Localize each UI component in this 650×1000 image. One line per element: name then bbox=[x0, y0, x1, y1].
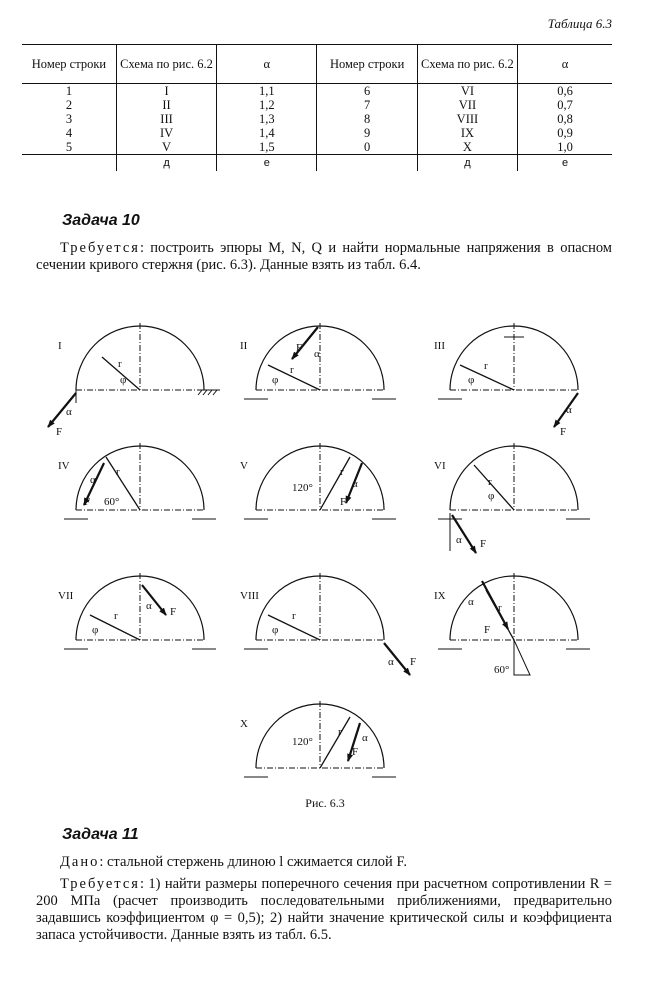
force-label: F bbox=[410, 656, 417, 668]
panel-8 bbox=[240, 573, 416, 675]
panel-label: IV bbox=[58, 460, 70, 472]
alpha-label: α bbox=[362, 732, 368, 744]
table-row bbox=[22, 126, 612, 140]
radius-label: r bbox=[290, 364, 294, 376]
table-row bbox=[22, 112, 612, 126]
force-label: F bbox=[560, 426, 567, 438]
header-row-number-2: Номер строки bbox=[317, 45, 417, 84]
alpha-label: α bbox=[468, 596, 474, 608]
force-arrow bbox=[48, 393, 76, 427]
table-cell: 9 bbox=[317, 126, 417, 140]
table-cell: 1,3 bbox=[217, 112, 317, 126]
force-label: F bbox=[296, 342, 303, 354]
radius-label: r bbox=[498, 602, 502, 614]
table-cell: 0 bbox=[317, 140, 417, 155]
table-cell: 1,1 bbox=[217, 84, 317, 99]
panel-label: VII bbox=[58, 590, 74, 602]
table-cell: VI bbox=[417, 84, 517, 99]
panel-7 bbox=[58, 573, 216, 649]
force-label: F bbox=[352, 746, 359, 758]
alpha-label: α bbox=[566, 404, 572, 416]
panel-10 bbox=[240, 701, 396, 777]
problem-11-given bbox=[36, 854, 612, 871]
panel-9 bbox=[434, 573, 590, 676]
radius-label: r bbox=[340, 466, 344, 478]
radius-line bbox=[320, 717, 350, 768]
problem-11-req-body: : 1) найти размеры поперечного сечения при расчетном сопротивлении R = 200 МПа (расчет производить последовательными приближениями, предварительно задавшись коэффициентом φ = 0,5); 2) найти значение критической силы и коэффициента запаса устойчивости. Данные взять из табл. 6.5. bbox=[36, 876, 612, 943]
table-cell: VIII bbox=[417, 112, 517, 126]
table-cell: II bbox=[116, 98, 216, 112]
problem-10-text bbox=[36, 240, 612, 274]
table-cell: 4 bbox=[65, 126, 73, 140]
table-cell: 1,0 bbox=[518, 140, 612, 155]
problem-10-lead: Требуется bbox=[60, 240, 140, 256]
table-cell: 1,4 bbox=[217, 126, 317, 140]
table-cell: 1,5 bbox=[217, 140, 317, 155]
force-label: F bbox=[84, 496, 91, 508]
table-footer-row bbox=[22, 155, 612, 172]
table-cell: 1 bbox=[65, 84, 73, 98]
table-cell: 0,7 bbox=[518, 98, 612, 112]
radius-label: r bbox=[338, 726, 342, 738]
alpha-label: α bbox=[66, 406, 72, 418]
radius-label: r bbox=[488, 476, 492, 488]
phi-label: φ bbox=[272, 624, 279, 636]
panel-1 bbox=[48, 323, 220, 438]
table-cell: 1,2 bbox=[217, 98, 317, 112]
problem-11-title: Задача 11 bbox=[62, 826, 139, 843]
panel-4 bbox=[58, 443, 216, 519]
table-cell: 7 bbox=[317, 98, 417, 112]
panel-6 bbox=[434, 443, 590, 553]
panel-5 bbox=[240, 443, 396, 519]
header-row-number-1: Номер строки bbox=[22, 45, 116, 84]
phi-label: φ bbox=[488, 490, 495, 502]
table-cell: 3 bbox=[65, 112, 73, 126]
angle-label: 60° bbox=[104, 496, 120, 508]
table-row bbox=[22, 98, 612, 112]
alpha-label: α bbox=[352, 478, 358, 490]
phi-label: φ bbox=[272, 374, 279, 386]
table-cell: 6 bbox=[317, 84, 417, 99]
radius-line bbox=[474, 465, 514, 510]
header-scheme-2: Схема по рис. 6.2 bbox=[417, 45, 517, 84]
header-alpha-2: α bbox=[518, 45, 612, 84]
angle-triangle bbox=[514, 640, 530, 675]
table-cell: V bbox=[116, 140, 216, 155]
force-label: F bbox=[340, 496, 347, 508]
table-cell: е bbox=[217, 155, 317, 172]
angle-label: 120° bbox=[292, 482, 313, 494]
table-cell: VII bbox=[417, 98, 517, 112]
panel-label: II bbox=[240, 340, 248, 352]
radius-label: r bbox=[118, 358, 122, 370]
table-cell: III bbox=[116, 112, 216, 126]
alpha-label: α bbox=[314, 348, 320, 360]
force-label: F bbox=[170, 606, 177, 618]
problem-10-title: Задача 10 bbox=[62, 212, 140, 229]
panel-label: VI bbox=[434, 460, 446, 472]
force-label: F bbox=[484, 624, 491, 636]
panel-label: X bbox=[240, 718, 248, 730]
panel-label: I bbox=[58, 340, 62, 352]
table-cell: д bbox=[116, 155, 216, 172]
table-caption: Таблица 6.3 bbox=[547, 16, 612, 31]
problem-11-req-lead: Требуется bbox=[60, 876, 140, 892]
alpha-label: α bbox=[388, 656, 394, 668]
figure-6-3 bbox=[0, 315, 650, 795]
table-cell: 0,9 bbox=[518, 126, 612, 140]
angle-label: 60° bbox=[494, 664, 510, 676]
alpha-label: α bbox=[456, 534, 462, 546]
problem-11-required bbox=[36, 876, 612, 944]
table-cell: 0,8 bbox=[518, 112, 612, 126]
phi-label: φ bbox=[120, 374, 127, 386]
radius-label: r bbox=[292, 610, 296, 622]
table-cell: 5 bbox=[22, 140, 116, 155]
phi-label: φ bbox=[92, 624, 99, 636]
panel-label: III bbox=[434, 340, 445, 352]
panel-label: V bbox=[240, 460, 248, 472]
panel-3 bbox=[434, 323, 578, 438]
table-cell bbox=[22, 155, 116, 172]
table-cell: X bbox=[417, 140, 517, 155]
hatching bbox=[198, 390, 217, 395]
table-cell: 0,6 bbox=[518, 84, 612, 99]
phi-label: φ bbox=[468, 374, 475, 386]
table-cell: д bbox=[417, 155, 517, 172]
radius-label: r bbox=[116, 466, 120, 478]
force-arrow bbox=[482, 581, 508, 629]
panel-2 bbox=[240, 323, 396, 399]
table-cell: IX bbox=[417, 126, 517, 140]
table-cell: I bbox=[116, 84, 216, 99]
force-label: F bbox=[56, 426, 63, 438]
table-row bbox=[22, 140, 612, 155]
table-cell: е bbox=[518, 155, 612, 172]
panel-label: VIII bbox=[240, 590, 259, 602]
angle-label: 120° bbox=[292, 736, 313, 748]
problem-11-given-lead: Дано bbox=[60, 854, 100, 870]
table-cell: 8 bbox=[317, 112, 417, 126]
table-cell: IV bbox=[116, 126, 216, 140]
alpha-label: α bbox=[146, 600, 152, 612]
header-alpha-1: α bbox=[217, 45, 317, 84]
table-cell bbox=[317, 155, 417, 172]
figure-caption: Рис. 6.3 bbox=[305, 796, 345, 810]
problem-11-given-body: : стальной стержень длиною l сжимается силой F. bbox=[99, 854, 407, 870]
radius-label: r bbox=[114, 610, 118, 622]
alpha-label: α bbox=[90, 474, 96, 486]
panel-label: IX bbox=[434, 590, 446, 602]
table-cell: 2 bbox=[65, 98, 73, 112]
table-6-3 bbox=[22, 44, 612, 171]
problem-10-body: : построить эпюры M, N, Q и найти нормальные напряжения в опасном сечении кривого стержня (рис. 6.3). Данные взять из табл. 6.4. bbox=[36, 240, 612, 273]
header-scheme-1: Схема по рис. 6.2 bbox=[116, 45, 216, 84]
radius-label: r bbox=[484, 360, 488, 372]
force-label: F bbox=[480, 538, 487, 550]
table-row bbox=[22, 84, 612, 99]
